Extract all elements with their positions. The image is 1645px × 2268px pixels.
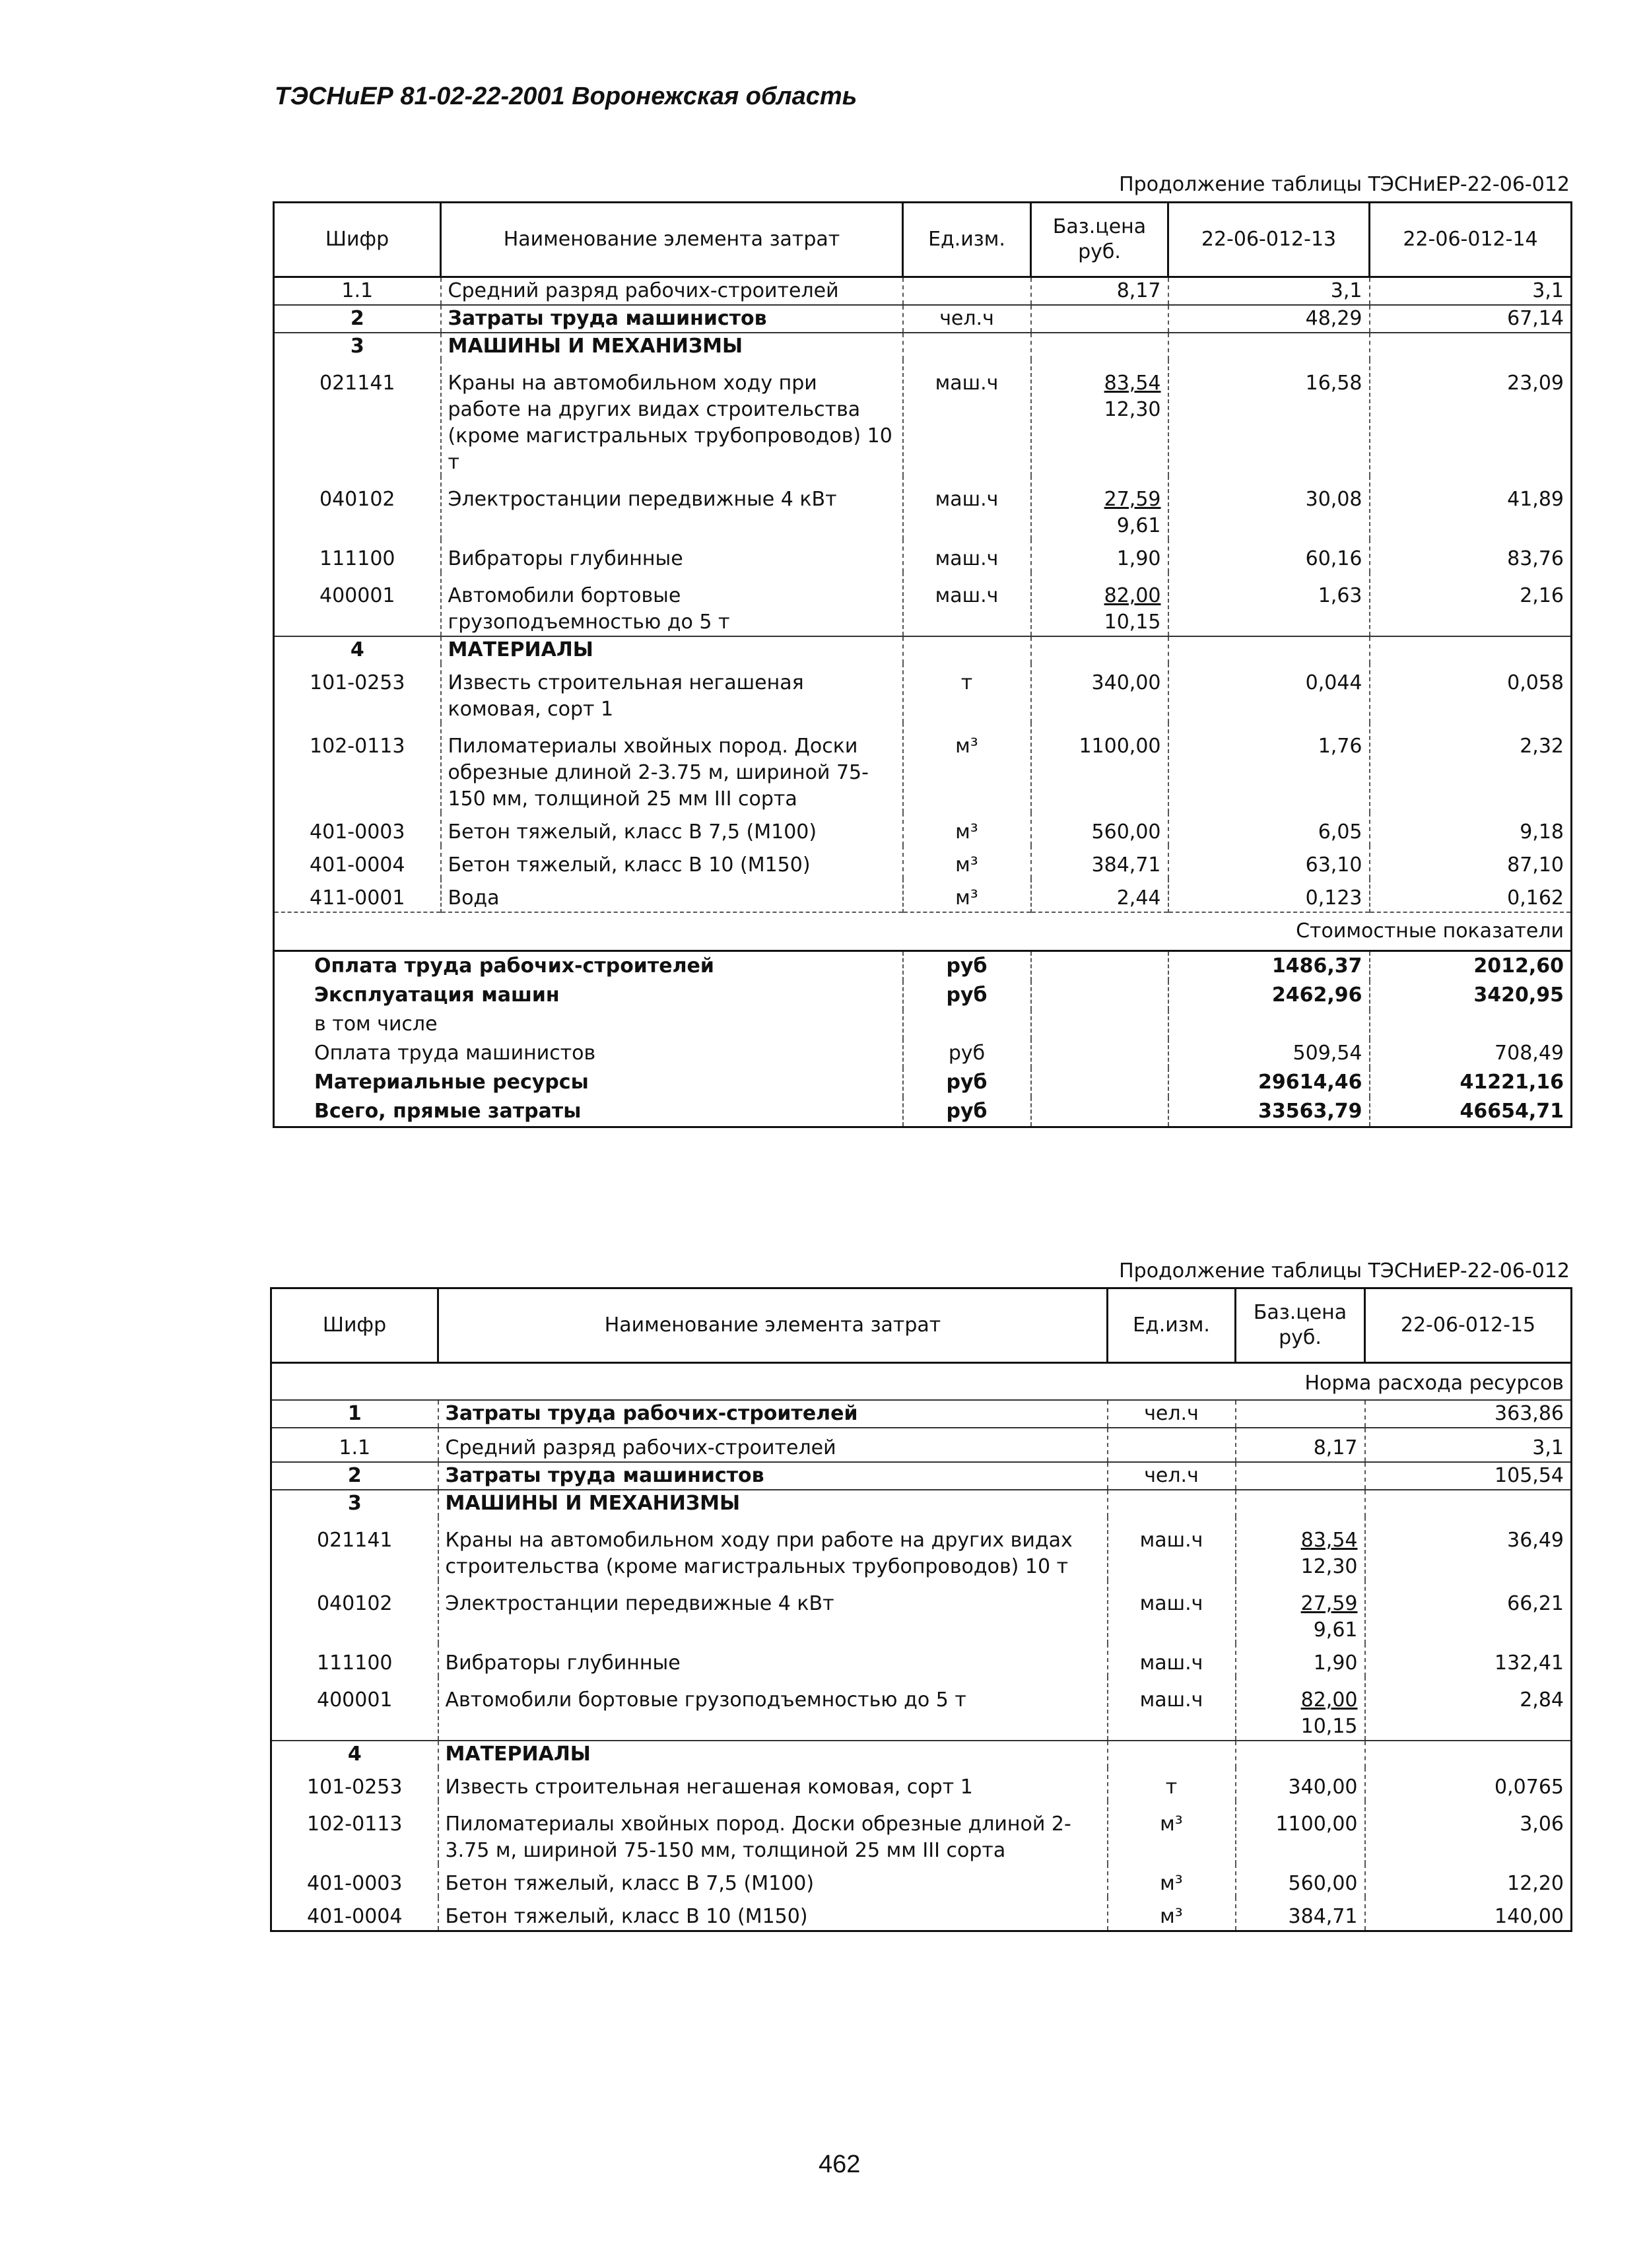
row-code: 040102	[271, 1580, 438, 1644]
row-code: 3	[274, 333, 441, 360]
row-code: 401-0004	[274, 846, 441, 879]
machinist-wage: 9,61	[1116, 514, 1161, 537]
resource-table-1	[273, 201, 1572, 1128]
row-name: Автомобили бортовые грузоподъемностью до 5 т	[441, 572, 903, 636]
machinist-wage: 9,61	[1313, 1618, 1358, 1642]
row-code: 2	[274, 305, 441, 333]
summary-unit: руб	[903, 981, 1031, 1010]
machinist-wage: 10,15	[1300, 1715, 1358, 1738]
table-row	[274, 476, 1572, 539]
row-name: Бетон тяжелый, класс В 7,5 (М100)	[441, 813, 903, 846]
summary-value-13: 2462,96	[1168, 981, 1370, 1010]
summary-empty	[1031, 1068, 1168, 1097]
row-name: МАШИНЫ И МЕХАНИЗМЫ	[441, 333, 903, 360]
row-unit: маш.ч	[903, 360, 1031, 476]
row-price	[1236, 1801, 1365, 1864]
row-name: Бетон тяжелый, класс В 7,5 (М100)	[438, 1864, 1108, 1897]
row-code: 411-0001	[274, 879, 441, 912]
row-code: 101-0253	[271, 1768, 438, 1801]
row-price	[1031, 879, 1168, 912]
summary-unit: руб	[903, 1039, 1031, 1068]
row-norm-value: 41,89	[1370, 476, 1572, 539]
base-price: 560,00	[1091, 820, 1161, 844]
row-unit: маш.ч	[903, 539, 1031, 572]
row-name: Вода	[441, 879, 903, 912]
table-row	[271, 1864, 1572, 1897]
summary-value-14: 708,49	[1370, 1039, 1572, 1068]
row-norm-value: 12,20	[1365, 1864, 1572, 1897]
summary-unit: руб	[903, 1068, 1031, 1097]
summary-value-13: 29614,46	[1168, 1068, 1370, 1097]
row-code: 021141	[271, 1517, 438, 1580]
row-norm-value: 9,18	[1370, 813, 1572, 846]
row-norm-value: 3,1	[1168, 277, 1370, 306]
row-code: 1.1	[271, 1428, 438, 1462]
table-row	[274, 846, 1572, 879]
row-name: Известь строительная негашеная комовая, сорт 1	[441, 663, 903, 723]
row-norm-value: 105,54	[1365, 1462, 1572, 1490]
row-name: Пиломатериалы хвойных пород. Доски обрезные длиной 2-3.75 м, шириной 75-150 мм, толщиной 25 мм III сорта	[441, 723, 903, 813]
summary-label: Эксплуатация машин	[274, 981, 903, 1010]
base-price: 2,44	[1116, 886, 1161, 910]
summary-label: Оплата труда машинистов	[274, 1039, 903, 1068]
row-norm-value: 16,58	[1168, 360, 1370, 476]
row-name: Известь строительная негашеная комовая, сорт 1	[438, 1768, 1108, 1801]
summary-value-13: 33563,79	[1168, 1097, 1370, 1127]
table2-continuation-caption: Продолжение таблицы ТЭСНиЕР-22-06-012	[1119, 1259, 1570, 1283]
row-norm-value	[1168, 636, 1370, 663]
table-row	[271, 1897, 1572, 1931]
page-number: 462	[819, 2151, 861, 2178]
table1-continuation-caption: Продолжение таблицы ТЭСНиЕР-22-06-012	[1119, 173, 1570, 196]
summary-value-14: 41221,16	[1370, 1068, 1572, 1097]
row-norm-value: 30,08	[1168, 476, 1370, 539]
row-norm-value: 60,16	[1168, 539, 1370, 572]
row-price	[1236, 1428, 1365, 1462]
table-row	[274, 572, 1572, 636]
row-name: МАТЕРИАЛЫ	[438, 1741, 1108, 1768]
row-code: 021141	[274, 360, 441, 476]
row-code: 102-0113	[274, 723, 441, 813]
row-name: МАШИНЫ И МЕХАНИЗМЫ	[438, 1490, 1108, 1517]
row-code: 4	[271, 1741, 438, 1768]
summary-empty	[1031, 951, 1168, 982]
summary-empty	[1031, 1010, 1168, 1039]
table-row	[274, 663, 1572, 723]
base-price: 8,17	[1313, 1436, 1358, 1459]
machinist-wage: 10,15	[1104, 611, 1161, 634]
row-unit	[1108, 1490, 1236, 1517]
row-unit: чел.ч	[903, 305, 1031, 333]
row-price	[1031, 539, 1168, 572]
table-row	[271, 1768, 1572, 1801]
row-norm-value: 0,058	[1370, 663, 1572, 723]
row-unit	[903, 277, 1031, 306]
row-unit: м³	[1108, 1864, 1236, 1897]
col-header-price: Баз.цена руб.	[1031, 203, 1168, 277]
row-code: 2	[271, 1462, 438, 1490]
row-norm-value	[1370, 333, 1572, 360]
summary-unit: руб	[903, 1097, 1031, 1127]
row-norm-value: 3,1	[1370, 277, 1572, 306]
base-price: 1100,00	[1079, 735, 1161, 758]
col-header-name: Наименование элемента затрат	[438, 1288, 1108, 1363]
summary-label: в том числе	[274, 1010, 903, 1039]
row-price	[1236, 1462, 1365, 1490]
row-price	[1031, 360, 1168, 476]
row-unit: маш.ч	[1108, 1517, 1236, 1580]
row-unit: м³	[903, 846, 1031, 879]
summary-value-13: 509,54	[1168, 1039, 1370, 1068]
cost-indicators-row	[274, 912, 1572, 951]
summary-empty	[1031, 1097, 1168, 1127]
row-name: Электростанции передвижные 4 кВт	[441, 476, 903, 539]
summary-row	[274, 1039, 1572, 1068]
row-name: Бетон тяжелый, класс В 10 (М150)	[438, 1897, 1108, 1931]
summary-value-13: 1486,37	[1168, 951, 1370, 982]
row-price	[1031, 333, 1168, 360]
summary-empty	[1031, 1039, 1168, 1068]
norm-label-row	[271, 1363, 1572, 1401]
row-norm-value: 132,41	[1365, 1644, 1572, 1677]
base-price: 560,00	[1288, 1872, 1358, 1895]
resource-table-2	[270, 1287, 1572, 1932]
base-price: 384,71	[1288, 1905, 1358, 1928]
row-norm-value: 0,123	[1168, 879, 1370, 912]
col-header-price: Баз.цена руб.	[1236, 1288, 1365, 1363]
cost-indicators-label: Стоимостные показатели	[274, 912, 1572, 951]
row-code: 401-0003	[271, 1864, 438, 1897]
table-row	[274, 813, 1572, 846]
row-unit: маш.ч	[1108, 1677, 1236, 1741]
summary-row	[274, 1097, 1572, 1127]
row-norm-value: 6,05	[1168, 813, 1370, 846]
row-code: 040102	[274, 476, 441, 539]
row-norm-value: 87,10	[1370, 846, 1572, 879]
table-row	[271, 1580, 1572, 1644]
row-price	[1236, 1517, 1365, 1580]
row-price	[1031, 277, 1168, 306]
row-unit: маш.ч	[1108, 1580, 1236, 1644]
table-row	[271, 1677, 1572, 1741]
col-header-norm-15: 22-06-012-15	[1365, 1288, 1572, 1363]
row-name: Краны на автомобильном ходу при работе на других видах строительства (кроме магистральных трубопроводов) 10 т	[441, 360, 903, 476]
row-unit: маш.ч	[903, 476, 1031, 539]
base-price: 340,00	[1288, 1776, 1358, 1799]
row-name: Вибраторы глубинные	[441, 539, 903, 572]
base-price: 1100,00	[1275, 1813, 1358, 1836]
summary-row	[274, 1010, 1572, 1039]
row-code: 401-0003	[274, 813, 441, 846]
row-price	[1236, 1644, 1365, 1677]
table-row	[271, 1741, 1572, 1768]
row-price	[1031, 663, 1168, 723]
base-price: 1,90	[1116, 547, 1161, 570]
row-name: Затраты труда машинистов	[441, 305, 903, 333]
row-code: 400001	[271, 1677, 438, 1741]
row-norm-value: 3,1	[1365, 1428, 1572, 1462]
col-header-unit: Ед.изм.	[1108, 1288, 1236, 1363]
table-row	[271, 1400, 1572, 1428]
row-code: 4	[274, 636, 441, 663]
row-code: 401-0004	[271, 1897, 438, 1931]
row-price	[1236, 1897, 1365, 1931]
row-code: 3	[271, 1490, 438, 1517]
summary-row	[274, 1068, 1572, 1097]
row-unit: м³	[1108, 1897, 1236, 1931]
row-unit: т	[1108, 1768, 1236, 1801]
row-norm-value: 0,0765	[1365, 1768, 1572, 1801]
row-unit: м³	[903, 723, 1031, 813]
table-row	[271, 1490, 1572, 1517]
summary-value-14: 46654,71	[1370, 1097, 1572, 1127]
table-row	[274, 305, 1572, 333]
row-norm-value: 140,00	[1365, 1897, 1572, 1931]
table-row	[271, 1462, 1572, 1490]
row-unit	[1108, 1741, 1236, 1768]
base-price: 82,00	[1104, 584, 1161, 607]
summary-unit	[903, 1010, 1031, 1039]
row-norm-value: 1,76	[1168, 723, 1370, 813]
row-unit: чел.ч	[1108, 1400, 1236, 1428]
machinist-wage: 12,30	[1300, 1555, 1358, 1578]
row-unit: м³	[1108, 1801, 1236, 1864]
row-code: 1	[271, 1400, 438, 1428]
table-row	[271, 1644, 1572, 1677]
table-row	[274, 360, 1572, 476]
row-name: Электростанции передвижные 4 кВт	[438, 1580, 1108, 1644]
col-header-unit: Ед.изм.	[903, 203, 1031, 277]
row-price	[1236, 1580, 1365, 1644]
row-unit: т	[903, 663, 1031, 723]
base-price: 384,71	[1091, 853, 1161, 877]
row-unit	[903, 636, 1031, 663]
summary-value-14	[1370, 1010, 1572, 1039]
row-name: Автомобили бортовые грузоподъемностью до 5 т	[438, 1677, 1108, 1741]
row-name: Вибраторы глубинные	[438, 1644, 1108, 1677]
base-price: 8,17	[1116, 279, 1161, 302]
row-name: Затраты труда машинистов	[438, 1462, 1108, 1490]
table-row	[271, 1428, 1572, 1462]
row-norm-value: 1,63	[1168, 572, 1370, 636]
col-header-norm-13: 22-06-012-13	[1168, 203, 1370, 277]
table2-header-row	[271, 1288, 1572, 1363]
row-norm-value: 2,32	[1370, 723, 1572, 813]
row-name: Бетон тяжелый, класс В 10 (М150)	[441, 846, 903, 879]
row-name: Пиломатериалы хвойных пород. Доски обрезные длиной 2-3.75 м, шириной 75-150 мм, толщиной 25 мм III сорта	[438, 1801, 1108, 1864]
row-norm-value	[1370, 636, 1572, 663]
row-price	[1236, 1741, 1365, 1768]
row-name: Средний разряд рабочих-строителей	[441, 277, 903, 306]
base-price: 83,54	[1104, 372, 1161, 395]
col-header-code: Шифр	[271, 1288, 438, 1363]
row-code: 400001	[274, 572, 441, 636]
summary-label: Материальные ресурсы	[274, 1068, 903, 1097]
row-price	[1236, 1400, 1365, 1428]
row-code: 111100	[271, 1644, 438, 1677]
row-norm-value: 3,06	[1365, 1801, 1572, 1864]
table-row	[274, 879, 1572, 912]
base-price: 82,00	[1300, 1688, 1358, 1712]
summary-label: Оплата труда рабочих-строителей	[274, 951, 903, 982]
row-price	[1236, 1768, 1365, 1801]
summary-unit: руб	[903, 951, 1031, 982]
row-price	[1031, 572, 1168, 636]
row-unit: маш.ч	[1108, 1644, 1236, 1677]
row-norm-value	[1365, 1490, 1572, 1517]
base-price: 340,00	[1091, 671, 1161, 694]
row-price	[1031, 636, 1168, 663]
summary-value-13	[1168, 1010, 1370, 1039]
row-norm-value: 0,162	[1370, 879, 1572, 912]
table-row	[271, 1801, 1572, 1864]
row-unit	[903, 333, 1031, 360]
summary-label: Всего, прямые затраты	[274, 1097, 903, 1127]
summary-value-14: 2012,60	[1370, 951, 1572, 982]
row-price	[1236, 1677, 1365, 1741]
machinist-wage: 12,30	[1104, 398, 1161, 421]
summary-empty	[1031, 981, 1168, 1010]
row-unit: м³	[903, 813, 1031, 846]
row-name: Краны на автомобильном ходу при работе на других видах строительства (кроме магистральных трубопроводов) 10 т	[438, 1517, 1108, 1580]
table-row	[274, 333, 1572, 360]
row-code: 1.1	[274, 277, 441, 306]
row-price	[1031, 723, 1168, 813]
table-row	[274, 723, 1572, 813]
row-price	[1236, 1490, 1365, 1517]
row-price	[1031, 846, 1168, 879]
row-norm-value: 66,21	[1365, 1580, 1572, 1644]
row-name: МАТЕРИАЛЫ	[441, 636, 903, 663]
table-row	[274, 539, 1572, 572]
row-unit	[1108, 1428, 1236, 1462]
row-unit: маш.ч	[903, 572, 1031, 636]
row-norm-value: 48,29	[1168, 305, 1370, 333]
row-code: 111100	[274, 539, 441, 572]
row-name: Средний разряд рабочих-строителей	[438, 1428, 1108, 1462]
base-price: 83,54	[1300, 1529, 1358, 1552]
col-header-code: Шифр	[274, 203, 441, 277]
base-price: 1,90	[1313, 1651, 1358, 1675]
summary-row	[274, 981, 1572, 1010]
row-unit: чел.ч	[1108, 1462, 1236, 1490]
norm-label: Норма расхода ресурсов	[271, 1363, 1572, 1401]
col-header-name: Наименование элемента затрат	[441, 203, 903, 277]
row-price	[1031, 476, 1168, 539]
table-row	[274, 636, 1572, 663]
row-norm-value: 2,84	[1365, 1677, 1572, 1741]
row-code: 101-0253	[274, 663, 441, 723]
base-price: 27,59	[1104, 488, 1161, 511]
summary-value-14: 3420,95	[1370, 981, 1572, 1010]
row-code: 102-0113	[271, 1801, 438, 1864]
table-row	[274, 277, 1572, 306]
table1-header-row	[274, 203, 1572, 277]
row-norm-value: 0,044	[1168, 663, 1370, 723]
row-norm-value: 67,14	[1370, 305, 1572, 333]
row-norm-value: 363,86	[1365, 1400, 1572, 1428]
summary-row	[274, 951, 1572, 982]
base-price: 27,59	[1300, 1592, 1358, 1615]
row-norm-value: 63,10	[1168, 846, 1370, 879]
row-unit: м³	[903, 879, 1031, 912]
row-price	[1031, 813, 1168, 846]
row-norm-value: 36,49	[1365, 1517, 1572, 1580]
row-norm-value	[1168, 333, 1370, 360]
row-price	[1031, 305, 1168, 333]
col-header-norm-14: 22-06-012-14	[1370, 203, 1572, 277]
row-norm-value	[1365, 1741, 1572, 1768]
row-name: Затраты труда рабочих-строителей	[438, 1400, 1108, 1428]
row-price	[1236, 1864, 1365, 1897]
row-norm-value: 23,09	[1370, 360, 1572, 476]
document-title: ТЭСНиЕР 81-02-22-2001 Воронежская область	[275, 83, 857, 110]
row-norm-value: 2,16	[1370, 572, 1572, 636]
row-norm-value: 83,76	[1370, 539, 1572, 572]
table-row	[271, 1517, 1572, 1580]
